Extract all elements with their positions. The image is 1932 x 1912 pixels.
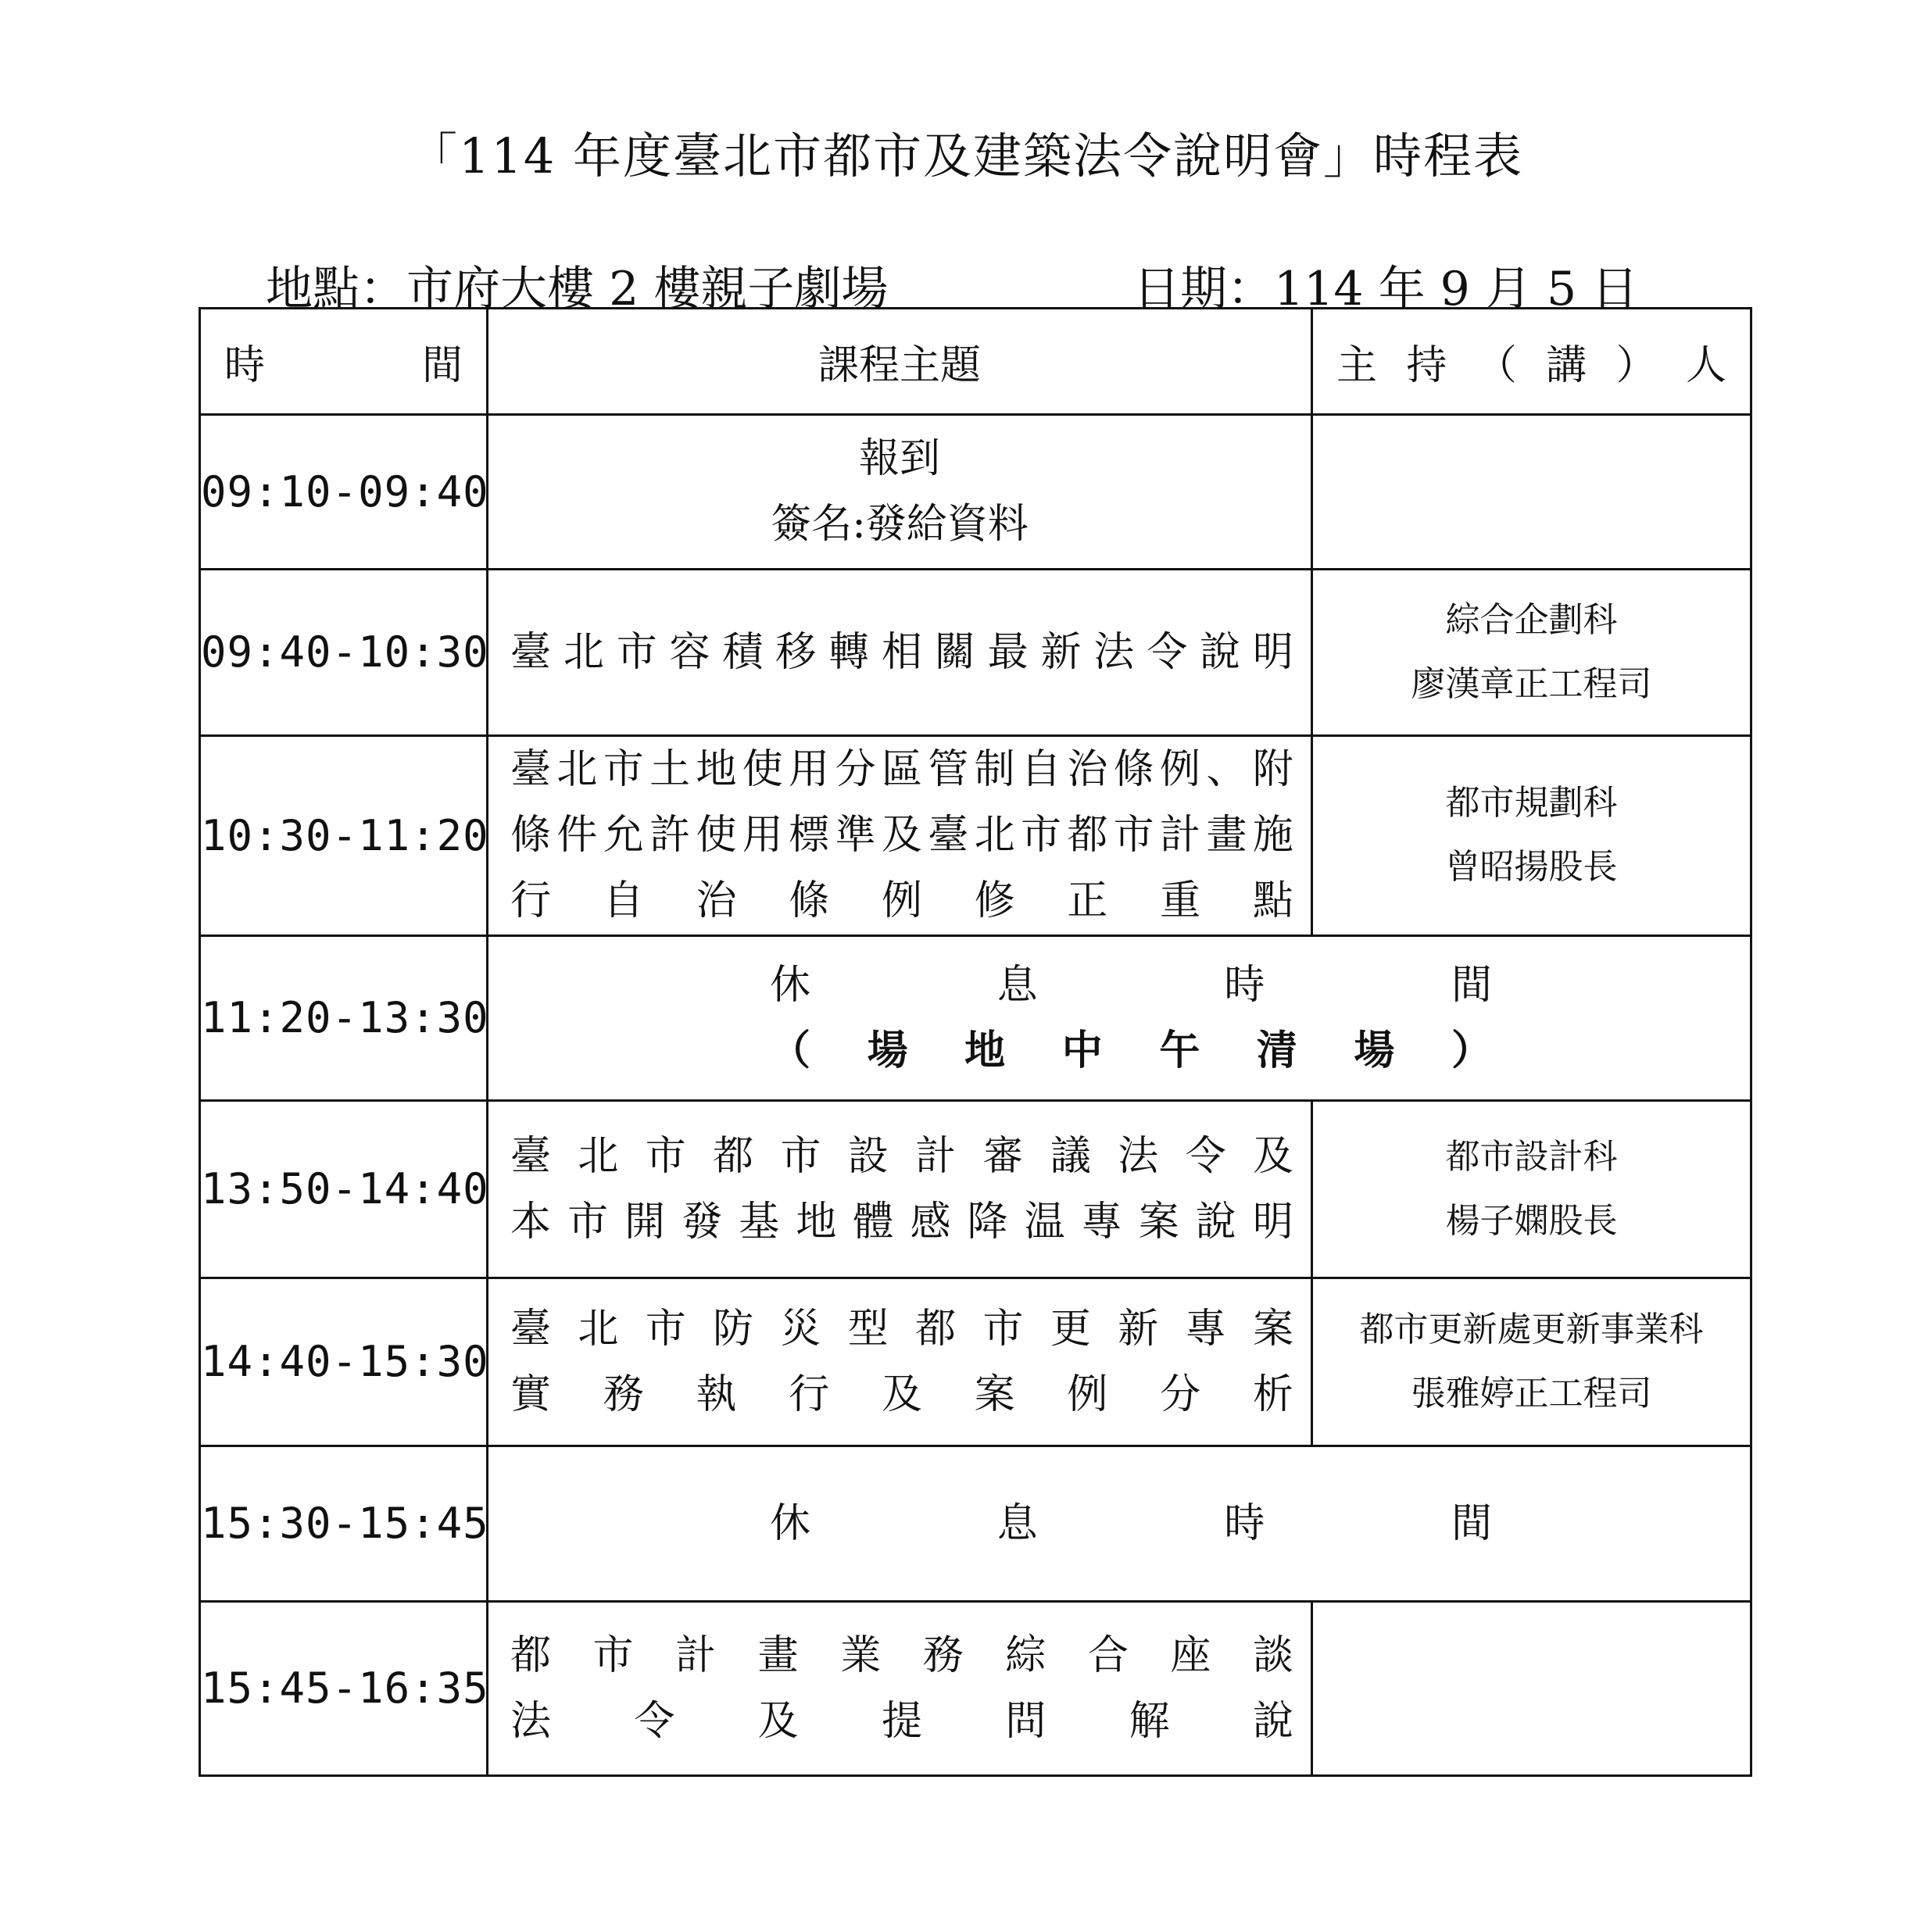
topic-line: 實 務 執 行 及 案 例 分 析: [510, 1371, 1293, 1418]
row-host: [1312, 414, 1751, 569]
row-host: [1312, 1100, 1751, 1278]
host-unit: 都市設計科: [1445, 1136, 1618, 1177]
header-time-char: 間: [421, 341, 463, 389]
break-line: 休 息 時 間: [770, 1499, 1492, 1547]
break-cell: [488, 1446, 1751, 1601]
table-row: [200, 1278, 1751, 1446]
location-text: 地點：市府大樓 2 樓親子劇場: [266, 262, 889, 316]
host-unit: 都市更新處更新事業科: [1359, 1309, 1704, 1349]
header-host-char: 主: [1336, 341, 1378, 389]
header-host-char: ）: [1615, 341, 1657, 389]
row-topic: [488, 569, 1312, 735]
topic-line: 行 自 治 條 例 修 正 重 點: [510, 877, 1293, 925]
row-topic: [488, 735, 1312, 935]
table-row: [200, 1100, 1751, 1278]
header-host-char: （: [1476, 341, 1517, 389]
schedule-table: [199, 307, 1752, 1777]
row-time: 09:10-09:40: [200, 414, 488, 569]
row-time: 11:20-13:30: [200, 935, 488, 1100]
row-time: 13:50-14:40: [200, 1100, 488, 1278]
row-time: 15:30-15:45: [200, 1446, 488, 1601]
topic-line: 條 件 允 許 使 用 標 準 及 臺 北 市 都 市 計 畫 施: [510, 812, 1293, 860]
table-row: [200, 935, 1751, 1100]
topic-line: 臺 北 市 都 市 設 計 審 議 法 令 及: [510, 1132, 1293, 1180]
host-person: 楊子嫻股長: [1445, 1200, 1618, 1241]
topic-line: 臺 北 市 容 積 移 轉 相 關 最 新 法 令 說 明: [510, 628, 1293, 676]
topic-line: 簽名:發給資料: [771, 501, 1029, 549]
break-line: （ 場 地 中 午 清 場 ）: [770, 1026, 1492, 1074]
row-time: 10:30-11:20: [200, 735, 488, 935]
host-unit: 都市規劃科: [1445, 783, 1618, 824]
row-time: 14:40-15:30: [200, 1278, 488, 1446]
host-person: 曾昭揚股長: [1445, 847, 1618, 888]
table-row: [200, 735, 1751, 935]
table-row: [200, 569, 1751, 735]
host-person: 張雅婷正工程司: [1411, 1373, 1652, 1413]
row-topic: [488, 1278, 1312, 1446]
topic-line: 臺 北 市 防 災 型 都 市 更 新 專 案: [510, 1305, 1293, 1353]
topic-line: 法 令 及 提 問 解 說: [510, 1697, 1293, 1745]
topic-line: 都 市 計 畫 業 務 綜 合 座 談: [510, 1631, 1293, 1679]
date-text: 日期：114 年 9 月 5 日: [1133, 262, 1639, 316]
host-person: 廖漢章正工程司: [1411, 663, 1652, 704]
table-row: [200, 1601, 1751, 1775]
header-topic: 課程主題: [488, 309, 1312, 415]
header-time: [200, 309, 488, 415]
break-line: 休 息 時 間: [770, 961, 1492, 1009]
row-topic: [488, 1100, 1312, 1278]
page-title: 「114 年度臺北市都市及建築法令說明會」時程表: [408, 127, 1524, 184]
row-time: 15:45-16:35: [200, 1601, 488, 1775]
topic-line: 報到: [858, 435, 940, 483]
header-host-char: 人: [1685, 341, 1726, 389]
header-host-char: 持: [1406, 341, 1447, 389]
table-header-row: [200, 309, 1751, 415]
host-unit: 綜合企劃科: [1445, 599, 1618, 640]
header-time-char: 時: [224, 341, 266, 389]
topic-line: 臺 北 市 土 地 使 用 分 區 管 制 自 治 條 例 、 附: [510, 746, 1293, 794]
row-host: [1312, 735, 1751, 935]
row-host: [1312, 1278, 1751, 1446]
row-time: 09:40-10:30: [200, 569, 488, 735]
header-host: [1312, 309, 1751, 415]
table-row: [200, 1446, 1751, 1601]
row-topic: [488, 414, 1312, 569]
row-host: [1312, 569, 1751, 735]
table-row: [200, 414, 1751, 569]
header-host-char: 講: [1546, 341, 1587, 389]
topic-line: 本 市 開 發 基 地 體 感 降 温 專 案 說 明: [510, 1198, 1293, 1245]
break-cell: [488, 935, 1751, 1100]
row-host: [1312, 1601, 1751, 1775]
row-topic: [488, 1601, 1312, 1775]
